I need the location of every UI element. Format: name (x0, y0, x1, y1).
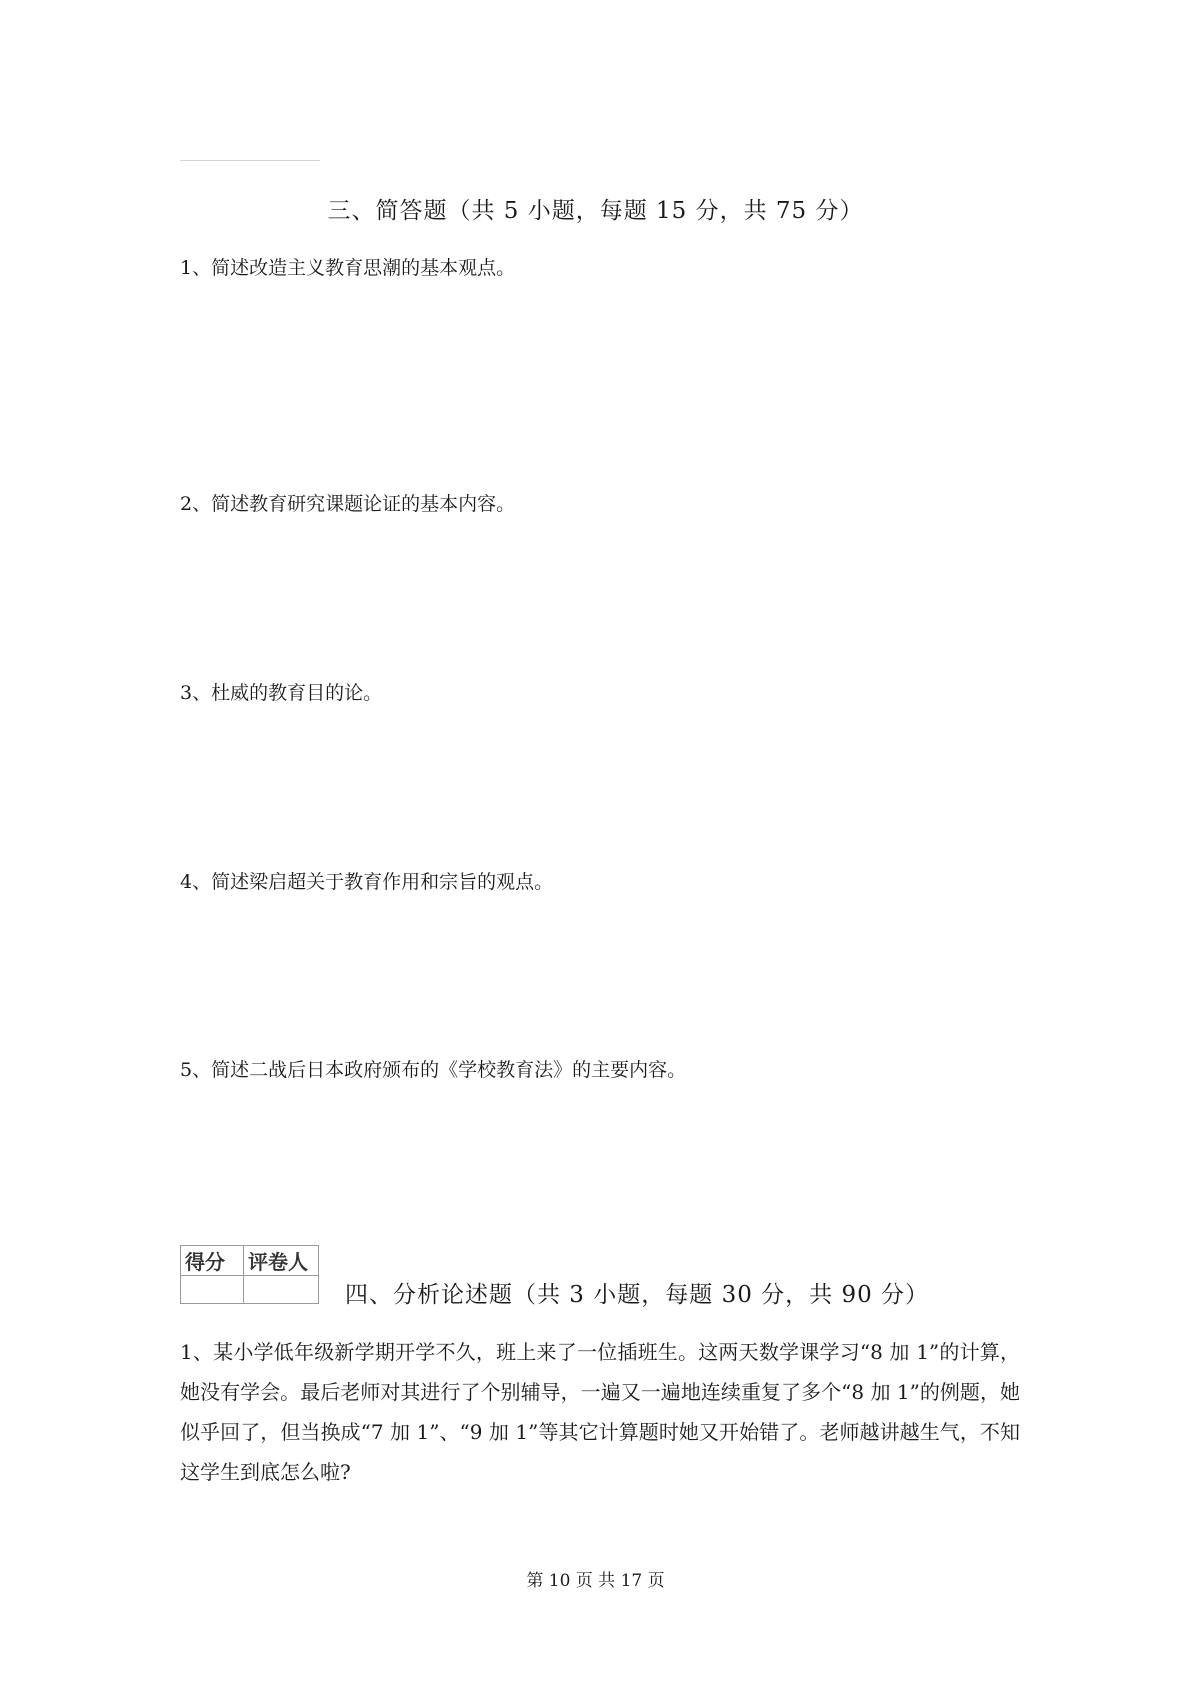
score-label: 得分 (181, 1246, 244, 1276)
question-4-1: 1、某小学低年级新学期开学不久，班上来了一位插班生。这两天数学课学习“8 加 1”的计算，她没有学会。最后老师对其进行了个别辅导，一遍又一遍地连续重复了多个“8 加 1”的例题，她似乎回了，但当换成“7 加 1”、“9 加 1”等其它计算题时她又开始错了。老师越讲越生气，不知这学生到底怎么啦? (180, 1340, 1020, 1484)
question-3-3: 3、杜威的教育目的论。 (180, 682, 383, 704)
page-footer: 第 10 页 共 17 页 (526, 1571, 665, 1591)
section-3-title: 三、简答题（共 5 小题，每题 15 分，共 75 分） (327, 198, 864, 224)
grader-label: 评卷人 (244, 1246, 319, 1276)
section-4-title: 四、分析论述题（共 3 小题，每题 30 分，共 90 分） (345, 1282, 930, 1308)
score-cell (181, 1276, 244, 1304)
score-table (180, 1245, 319, 1304)
question-3-5: 5、简述二战后日本政府颁布的《学校教育法》的主要内容。 (180, 1059, 687, 1081)
grader-cell (244, 1276, 319, 1304)
question-3-1: 1、简述改造主义教育思潮的基本观点。 (180, 257, 516, 279)
question-3-4: 4、简述梁启超关于教育作用和宗旨的观点。 (180, 871, 554, 893)
question-3-2: 2、简述教育研究课题论证的基本内容。 (180, 493, 516, 515)
header-rule (180, 160, 320, 161)
